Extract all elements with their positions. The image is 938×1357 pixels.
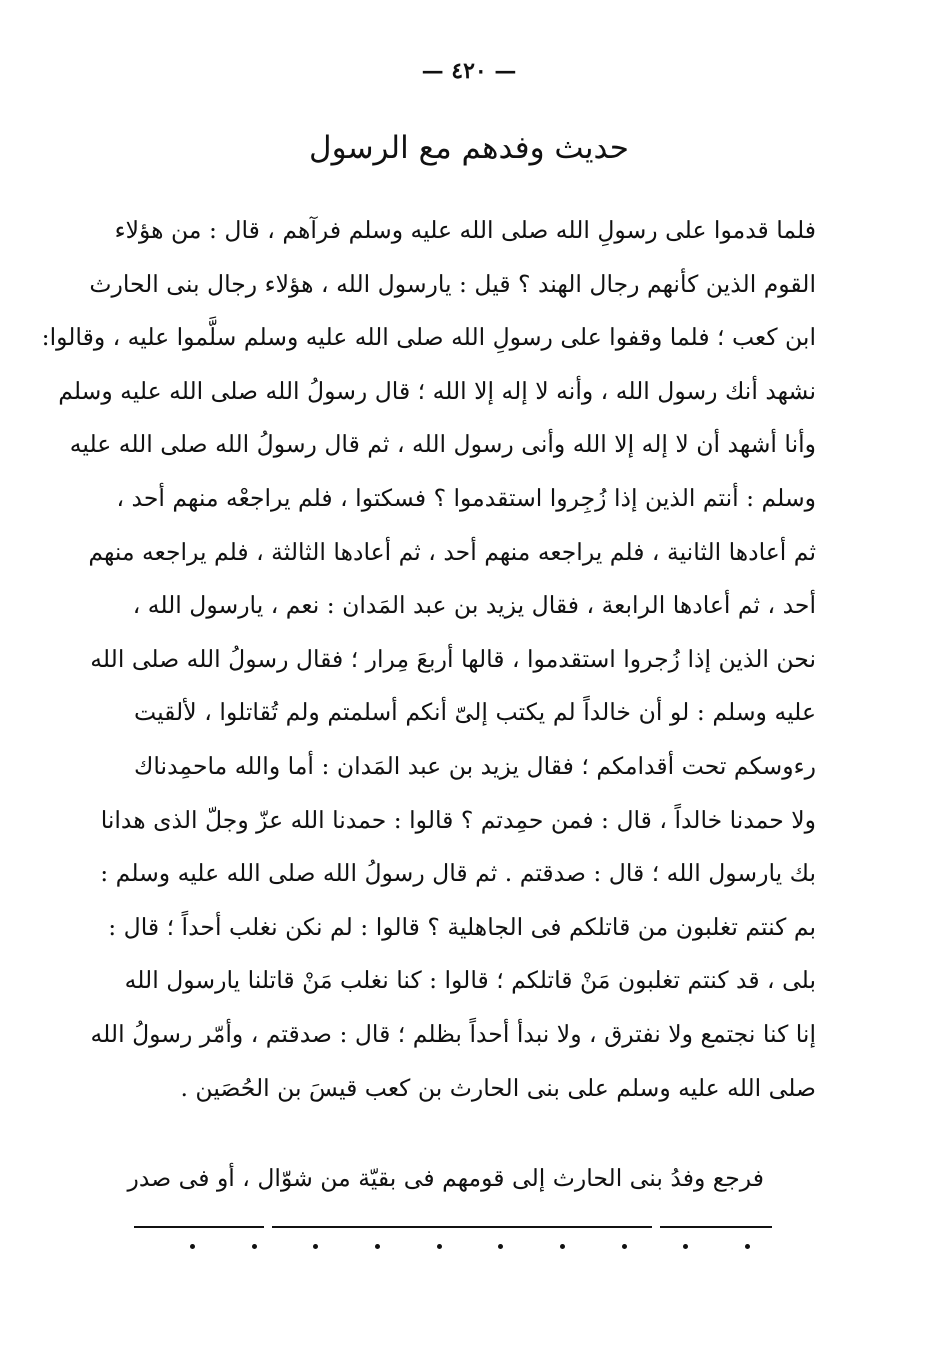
text-line: بم كنتم تغلبون من قاتلكم فى الجاهلية ؟ قالوا : لم نكن نغلب أحداً ؛ قال : <box>108 912 816 941</box>
text-line: إنا كنا نجتمع ولا نفترق ، ولا نبدأ أحداً بظلم ؛ قال : صدقتم ، وأمّر رسولُ الله <box>90 1019 816 1048</box>
page-number: — ٤٢٠ — <box>421 58 517 84</box>
text-line: رءوسكم تحت أقدامكم ؛ فقال يزيد بن عبد المَدان : أما والله ماحمِدناك <box>134 751 816 780</box>
footnote-rule <box>272 1226 652 1228</box>
footnote-rule <box>134 1226 264 1228</box>
footnote-dot <box>190 1244 195 1249</box>
text-line: عليه وسلم : لو أن خالداً لم يكتب إلىّ أنكم أسلمتم ولم تُقاتلوا ، لألقيت <box>134 698 816 727</box>
text-line: بلى ، قد كنتم تغلبون مَنْ قاتلكم ؛ قالوا : كنا نغلب مَنْ قاتلنا يارسول الله <box>124 966 816 995</box>
footnote-rule <box>660 1226 772 1228</box>
text-line: فلما قدموا على رسولِ الله صلى الله عليه وسلم فرآهم ، قال : من هؤلاء <box>114 216 816 244</box>
chapter-title: حديث وفدهم مع الرسول <box>309 130 629 166</box>
text-line: نحن الذين إذا زُجروا استقدموا ، قالها أربعَ مِرار ؛ فقال رسولُ الله صلى الله <box>90 644 816 673</box>
footnote-dot <box>683 1244 688 1249</box>
text-line: وسلم : أنتم الذين إذا زُجِروا استقدموا ؟ فسكتوا ، فلم يراجعْه منهم أحد ، <box>116 483 816 512</box>
footnote-dot <box>437 1244 442 1249</box>
text-line: ثم أعادها الثانية ، فلم يراجعه منهم أحد ، ثم أعادها الثالثة ، فلم يراجعه منهم <box>88 537 816 566</box>
footnote-dots <box>190 1244 750 1249</box>
text-line: أحد ، ثم أعادها الرابعة ، فقال يزيد بن عبد المَدان : نعم ، يارسول الله ، <box>132 591 816 620</box>
text-line: صلى الله عليه وسلم على بنى الحارث بن كعب قيسَ بن الحُصَين . <box>180 1073 816 1102</box>
text-line: وأنا أشهد أن لا إله إلا الله وأنى رسول الله ، ثم قال رسولُ الله صلى الله عليه <box>69 430 816 459</box>
text-line: ابن كعب ؛ فلما وقفوا على رسولِ الله صلى الله عليه وسلم سلَّموا عليه ، وقالوا: <box>41 323 816 352</box>
main-paragraph <box>41 204 816 1115</box>
closing-line: فرجع وفدُ بنى الحارث إلى قومهم فى بقيّة من شوّال ، أو فى صدر <box>127 1164 764 1192</box>
footnote-dot <box>622 1244 627 1249</box>
footnote-dot <box>313 1244 318 1249</box>
footnote-dot <box>498 1244 503 1249</box>
footnote-dot <box>252 1244 257 1249</box>
footnote-dot <box>375 1244 380 1249</box>
text-line: القوم الذين كأنهم رجال الهند ؟ قيل : يارسول الله ، هؤلاء رجال بنى الحارث <box>89 269 816 298</box>
footnote-dot <box>745 1244 750 1249</box>
text-line: ولا حمدنا خالداً ، قال : فمن حمِدتم ؟ قالوا : حمدنا الله عزّ وجلّ الذى هدانا <box>100 805 816 834</box>
text-line: بك يارسول الله ؛ قال : صدقتم . ثم قال رسولُ الله صلى الله عليه وسلم : <box>100 859 816 888</box>
footnote-dot <box>560 1244 565 1249</box>
text-line: نشهد أنك رسول الله ، وأنه لا إله إلا الله ؛ قال رسولُ الله صلى الله عليه وسلم <box>58 376 816 405</box>
